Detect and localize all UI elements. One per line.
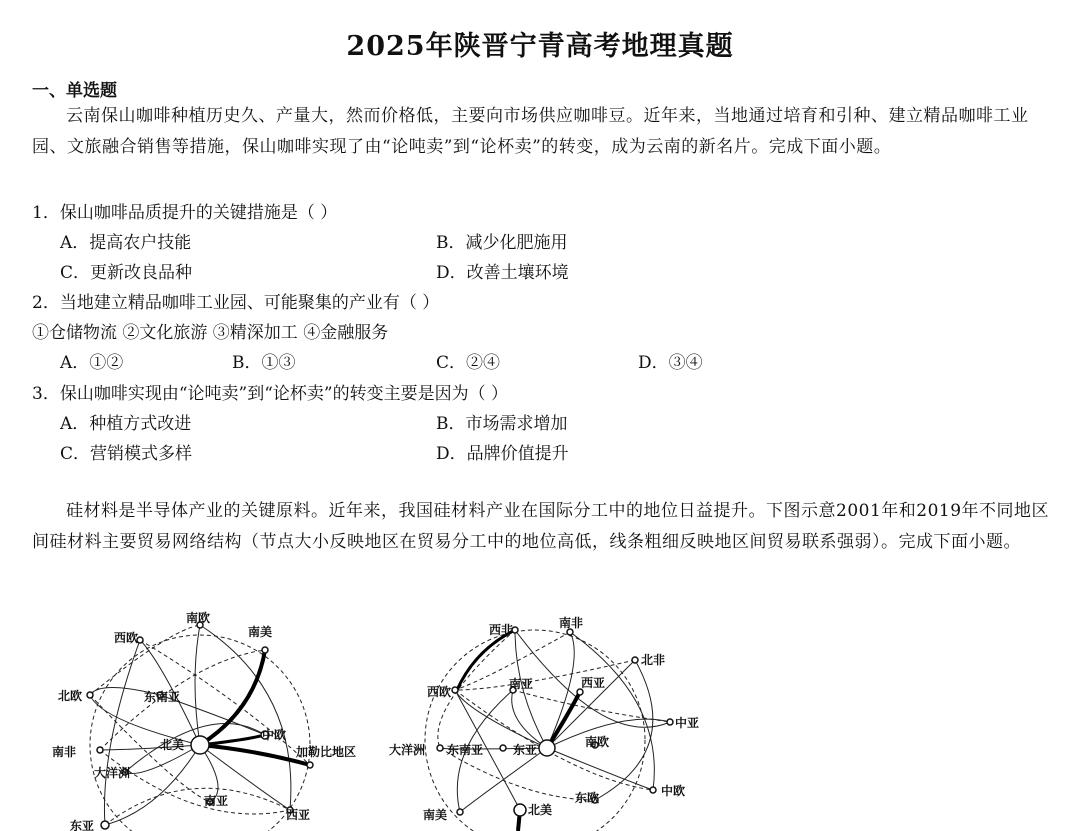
node-label: 南美 xyxy=(423,808,448,822)
node-label: 北美 xyxy=(160,738,185,752)
node-label: 南欧 xyxy=(186,611,211,625)
node-label: 西欧 xyxy=(427,685,452,699)
node-label: 东南亚 xyxy=(144,690,181,704)
node-label: 南非 xyxy=(52,745,77,759)
node-label: 东亚 xyxy=(513,743,538,757)
node-label: 北非 xyxy=(641,653,666,667)
node-label: 大洋洲 xyxy=(389,743,426,757)
node-label: 西亚 xyxy=(581,676,606,690)
node-label: 西亚 xyxy=(286,808,311,822)
question-3-stem: 3．保山咖啡实现由“论吨卖”到“论杯卖”的转变主要是因为（ ） xyxy=(32,384,508,404)
question-2-stem: 2．当地建立精品咖啡工业园、可能聚集的产业有（ ） xyxy=(32,293,440,313)
passage-silicon: 硅材料是半导体产业的关键原料。近年来，我国硅材料产业在国际分工中的地位日益提升。下图示意2001年和2019年不同地区间硅材料主要贸易网络结构（节点大小反映地区在贸易分工中的地位高低，线条粗细反映地区间贸易联系强弱）。完成下面小题。 xyxy=(32,501,1050,552)
node-label: 中欧 xyxy=(661,784,686,798)
node-label: 南非 xyxy=(559,616,584,630)
question-2-items: ①仓储物流 ②文化旅游 ③精深加工 ④金融服务 xyxy=(32,323,389,343)
node-label: 东南亚 xyxy=(447,743,484,757)
node-label: 南亚 xyxy=(509,677,534,691)
q1-option-a: A．提高农户技能 xyxy=(60,233,192,253)
q2-option-d: D．③④ xyxy=(638,353,703,373)
node-label: 中亚 xyxy=(675,716,700,730)
q2-option-b: B．①③ xyxy=(232,353,296,373)
node-label: 加勒比地区 xyxy=(296,745,357,759)
q3-option-a: A．种植方式改进 xyxy=(60,414,192,434)
q3-option-b: B．市场需求增加 xyxy=(436,414,568,434)
node-label: 西非 xyxy=(489,623,514,637)
node-label: 西欧 xyxy=(114,631,139,645)
node-label: 北美 xyxy=(528,803,553,817)
q1-option-b: B．减少化肥施用 xyxy=(436,233,568,253)
passage-coffee: 云南保山咖啡种植历史久、产量大，然而价格低，主要向市场供应咖啡豆。近年来，当地通过培育和引种、建立精品咖啡工业园、文旅融合销售等措施，保山咖啡实现了由“论吨卖”到“论杯卖”的转变，成为云南的新名片。完成下面小题。 xyxy=(32,106,1029,157)
node-label: 中欧 xyxy=(262,728,287,742)
node-label: 东亚 xyxy=(70,819,95,831)
page-title: 2025年陕晋宁青高考地理真题 xyxy=(346,31,734,62)
q2-option-c: C．②④ xyxy=(436,353,501,373)
q3-option-c: C．营销模式多样 xyxy=(60,444,193,464)
q3-option-d: D．品牌价值提升 xyxy=(436,444,569,464)
question-1-stem: 1．保山咖啡品质提升的关键措施是（ ） xyxy=(32,203,338,223)
q1-option-d: D．改善土壤环境 xyxy=(436,263,569,283)
node-label: 南美 xyxy=(248,625,273,639)
node-label: 南亚 xyxy=(204,794,229,808)
trade-network-2019 xyxy=(385,600,725,831)
node-label: 北欧 xyxy=(58,689,83,703)
node-label: 东欧 xyxy=(575,791,600,805)
section-heading: 一、单选题 xyxy=(32,81,117,101)
node-label: 大洋洲 xyxy=(94,766,131,780)
trade-network-2001 xyxy=(40,600,380,831)
q1-option-c: C．更新改良品种 xyxy=(60,263,193,283)
q2-option-a: A．①② xyxy=(60,353,124,373)
node-label: 南欧 xyxy=(585,735,610,749)
